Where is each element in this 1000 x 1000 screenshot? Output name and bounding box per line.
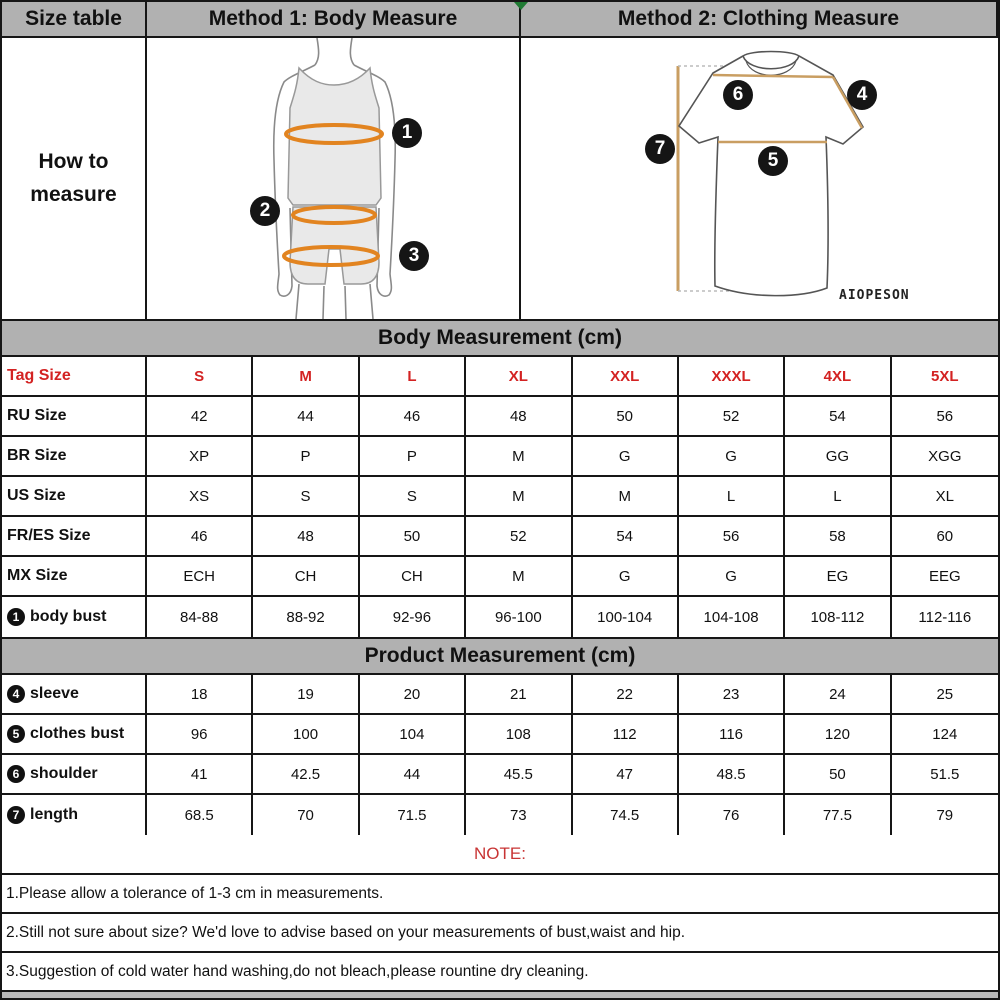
table-cell: 54 (785, 397, 891, 435)
note-title: NOTE: (2, 835, 998, 875)
table-cell: P (253, 437, 359, 475)
table-cell: 100-104 (573, 597, 679, 637)
table-cell: 96 (147, 715, 253, 753)
table-cell: S (360, 477, 466, 515)
table-cell: 19 (253, 675, 359, 713)
row-label (2, 557, 147, 595)
clothing-measure-illustration (521, 38, 998, 319)
table-cell: 22 (573, 675, 679, 713)
table-cell: XXXL (679, 357, 785, 395)
table-cell: 104-108 (679, 597, 785, 637)
how-to-measure-label: How to measure (2, 38, 147, 319)
table-cell: 92-96 (360, 597, 466, 637)
table-cell: 4XL (785, 357, 891, 395)
row-label (2, 755, 147, 793)
table-cell: P (360, 437, 466, 475)
table-cell: 68.5 (147, 795, 253, 835)
table-cell: 60 (936, 527, 954, 545)
size-table-header: Size table (2, 2, 147, 36)
row-label-text: length (30, 806, 78, 823)
row-label (2, 795, 147, 835)
note-item: 2.Still not sure about size? We'd love to advise based on your measurements of bust,waist and hip. (2, 914, 998, 953)
table-cell: CH (253, 557, 359, 595)
table-cell: XP (147, 437, 253, 475)
table-cell: 48 (253, 517, 359, 555)
table-cell: 44 (360, 755, 466, 793)
table-cell: M (466, 557, 572, 595)
top-header-row (2, 2, 998, 38)
row-label-text: RU Size (7, 407, 67, 424)
table-cell: G (573, 557, 679, 595)
table-cell: GG (785, 437, 891, 475)
row-label-text: MX Size (7, 567, 68, 584)
table-cell: 50 (573, 397, 679, 435)
bust-marker: 1 (392, 118, 422, 148)
table-cell: 120 (785, 715, 891, 753)
table-cell: 116 (679, 715, 785, 753)
table-cell: 100 (253, 715, 359, 753)
table-cell: 73 (466, 795, 572, 835)
table-cell: XXL (573, 357, 679, 395)
table-cell: XS (147, 477, 253, 515)
table-row (2, 437, 998, 477)
table-cell: 77.5 (785, 795, 891, 835)
table-cell: 23 (679, 675, 785, 713)
row-label-text: clothes bust (30, 725, 125, 742)
table-cell: 45.5 (466, 755, 572, 793)
table-row (2, 397, 998, 437)
row-label-text: sleeve (30, 685, 79, 702)
table-cell: 48 (466, 397, 572, 435)
table-row (2, 517, 998, 557)
table-row (2, 477, 998, 517)
bottom-strip (2, 992, 998, 998)
numbered-bullet-icon: 6 (7, 765, 25, 783)
table-cell: M (253, 357, 359, 395)
table-cell: 104 (360, 715, 466, 753)
method1-header: Method 1: Body Measure (147, 2, 521, 36)
numbered-bullet-icon: 1 (7, 608, 25, 626)
table-cell: 54 (573, 517, 679, 555)
table-cell: 48.5 (679, 755, 785, 793)
table-cell: L (785, 477, 891, 515)
row-label-text: body bust (30, 608, 107, 625)
body-measurement-band: Body Measurement (cm) (2, 319, 998, 357)
row-label-text: shoulder (30, 765, 98, 782)
brand-label: AIOPESON (839, 288, 910, 303)
table-cell: M (466, 477, 572, 515)
table-cell: 25 (936, 685, 954, 703)
shoulder-marker: 6 (723, 80, 753, 110)
table-cell: XGG (928, 447, 962, 465)
table-cell: 44 (253, 397, 359, 435)
sleeve-marker: 4 (847, 80, 877, 110)
table-cell: 52 (679, 397, 785, 435)
table-cell: 47 (573, 755, 679, 793)
table-cell: M (466, 437, 572, 475)
table-cell: 18 (147, 675, 253, 713)
table-cell: 124 (932, 725, 958, 743)
row-label (2, 357, 147, 395)
note-item: 1.Please allow a tolerance of 1-3 cm in measurements. (2, 875, 998, 914)
numbered-bullet-icon: 5 (7, 725, 25, 743)
row-label (2, 517, 147, 555)
clothes-bust-marker: 5 (758, 146, 788, 176)
note-item: 3.Suggestion of cold water hand washing,do not bleach,please rountine dry cleaning. (2, 953, 998, 992)
table-cell: 50 (785, 755, 891, 793)
table-cell: XL (466, 357, 572, 395)
table-cell: 71.5 (360, 795, 466, 835)
row-label (2, 675, 147, 713)
table-cell: 52 (466, 517, 572, 555)
table-row (2, 357, 998, 397)
table-row (2, 795, 998, 835)
table-row (2, 597, 998, 637)
table-cell: 70 (253, 795, 359, 835)
table-cell: 50 (360, 517, 466, 555)
row-label-text: US Size (7, 487, 66, 504)
table-cell: 76 (679, 795, 785, 835)
table-cell: 74.5 (573, 795, 679, 835)
table-cell: 42.5 (253, 755, 359, 793)
table-cell: 21 (466, 675, 572, 713)
table-cell: 108-112 (785, 597, 891, 637)
table-cell: 46 (147, 517, 253, 555)
product-measurement-band: Product Measurement (cm) (2, 637, 998, 675)
table-cell: 112-116 (918, 608, 972, 626)
table-cell: 41 (147, 755, 253, 793)
row-label (2, 437, 147, 475)
table-cell: 112 (573, 715, 679, 753)
body-figure (147, 38, 521, 319)
hip-marker: 3 (399, 241, 429, 271)
table-cell: 96-100 (466, 597, 572, 637)
table-cell: 51.5 (930, 765, 960, 783)
table-cell: EG (785, 557, 891, 595)
table-row (2, 557, 998, 597)
table-cell: 56 (679, 517, 785, 555)
table-cell: 108 (466, 715, 572, 753)
table-row (2, 675, 998, 715)
table-cell: S (253, 477, 359, 515)
row-label-text: FR/ES Size (7, 527, 91, 544)
row-label-text: BR Size (7, 447, 67, 464)
row-label (2, 597, 147, 637)
body-measure-illustration (147, 38, 521, 319)
table-cell: 56 (936, 407, 954, 425)
table-cell: ECH (147, 557, 253, 595)
table-cell: 84-88 (147, 597, 253, 637)
numbered-bullet-icon: 7 (7, 806, 25, 824)
row-label (2, 715, 147, 753)
illustration-row (2, 38, 998, 319)
table-cell: CH (360, 557, 466, 595)
table-cell: 24 (785, 675, 891, 713)
table-cell: L (679, 477, 785, 515)
table-cell: 42 (147, 397, 253, 435)
table-cell: 20 (360, 675, 466, 713)
table-cell: 5XL (931, 367, 959, 385)
table-cell: XL (935, 487, 954, 505)
table-cell: EEG (928, 567, 961, 585)
table-cell: M (573, 477, 679, 515)
table-row (2, 715, 998, 755)
tshirt-figure (521, 38, 998, 319)
table-row (2, 755, 998, 795)
table-cell: 58 (785, 517, 891, 555)
length-marker: 7 (645, 134, 675, 164)
table-cell: L (360, 357, 466, 395)
waist-marker: 2 (250, 196, 280, 226)
table-cell: 79 (936, 806, 954, 824)
method2-header: Method 2: Clothing Measure (521, 2, 998, 36)
table-cell: S (147, 357, 253, 395)
cell-corner-marker-icon (514, 2, 528, 10)
row-label (2, 397, 147, 435)
table-cell: 88-92 (253, 597, 359, 637)
table-cell: G (573, 437, 679, 475)
table-cell: G (679, 437, 785, 475)
row-label (2, 477, 147, 515)
row-label-text: Tag Size (7, 367, 71, 384)
numbered-bullet-icon: 4 (7, 685, 25, 703)
table-cell: 46 (360, 397, 466, 435)
table-cell: G (679, 557, 785, 595)
